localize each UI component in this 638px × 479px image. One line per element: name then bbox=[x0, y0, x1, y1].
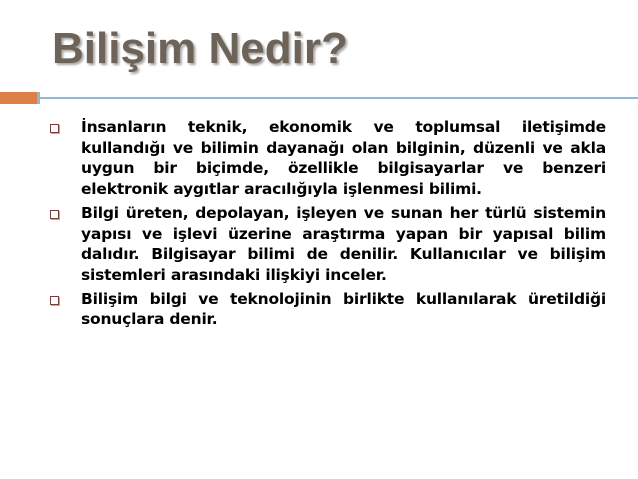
title-accent-bar bbox=[0, 92, 37, 104]
title-divider-tick bbox=[37, 92, 40, 104]
bullet-text: Bilgi üreten, depolayan, işleyen ve sunan her türlü sistemin yapısı ve işlevi üzerine araştırma yapan bir yapısal bilim dalıdır. Bilgisayar bilimi de denilir. Kullanıcılar ve bilişim sistemleri arasındaki ilişkiyi inceler. bbox=[81, 203, 606, 284]
square-bullet-icon bbox=[50, 210, 59, 219]
bullet-text: İnsanların teknik, ekonomik ve toplumsal iletişimde kullandığı ve bilimin dayanağı olan bilginin, düzenli ve akla uygun bir biçimde, özellikle bilgisayarlar ve benzeri elektronik aygıtlar aracılığıyla işlenmesi bilimi. bbox=[81, 118, 606, 199]
bullet-text: Bilişim bilgi ve teknolojinin birlikte kullanılarak üretildiği sonuçlara denir. bbox=[81, 289, 606, 329]
bullet-item bbox=[50, 117, 606, 200]
bullet-list bbox=[50, 117, 606, 333]
square-bullet-icon bbox=[50, 296, 59, 305]
title-divider-line bbox=[37, 97, 638, 99]
square-bullet-icon bbox=[50, 124, 59, 133]
bullet-item bbox=[50, 203, 606, 286]
bullet-item bbox=[50, 289, 606, 330]
slide-title: Bilişim Nedir? bbox=[52, 24, 348, 73]
